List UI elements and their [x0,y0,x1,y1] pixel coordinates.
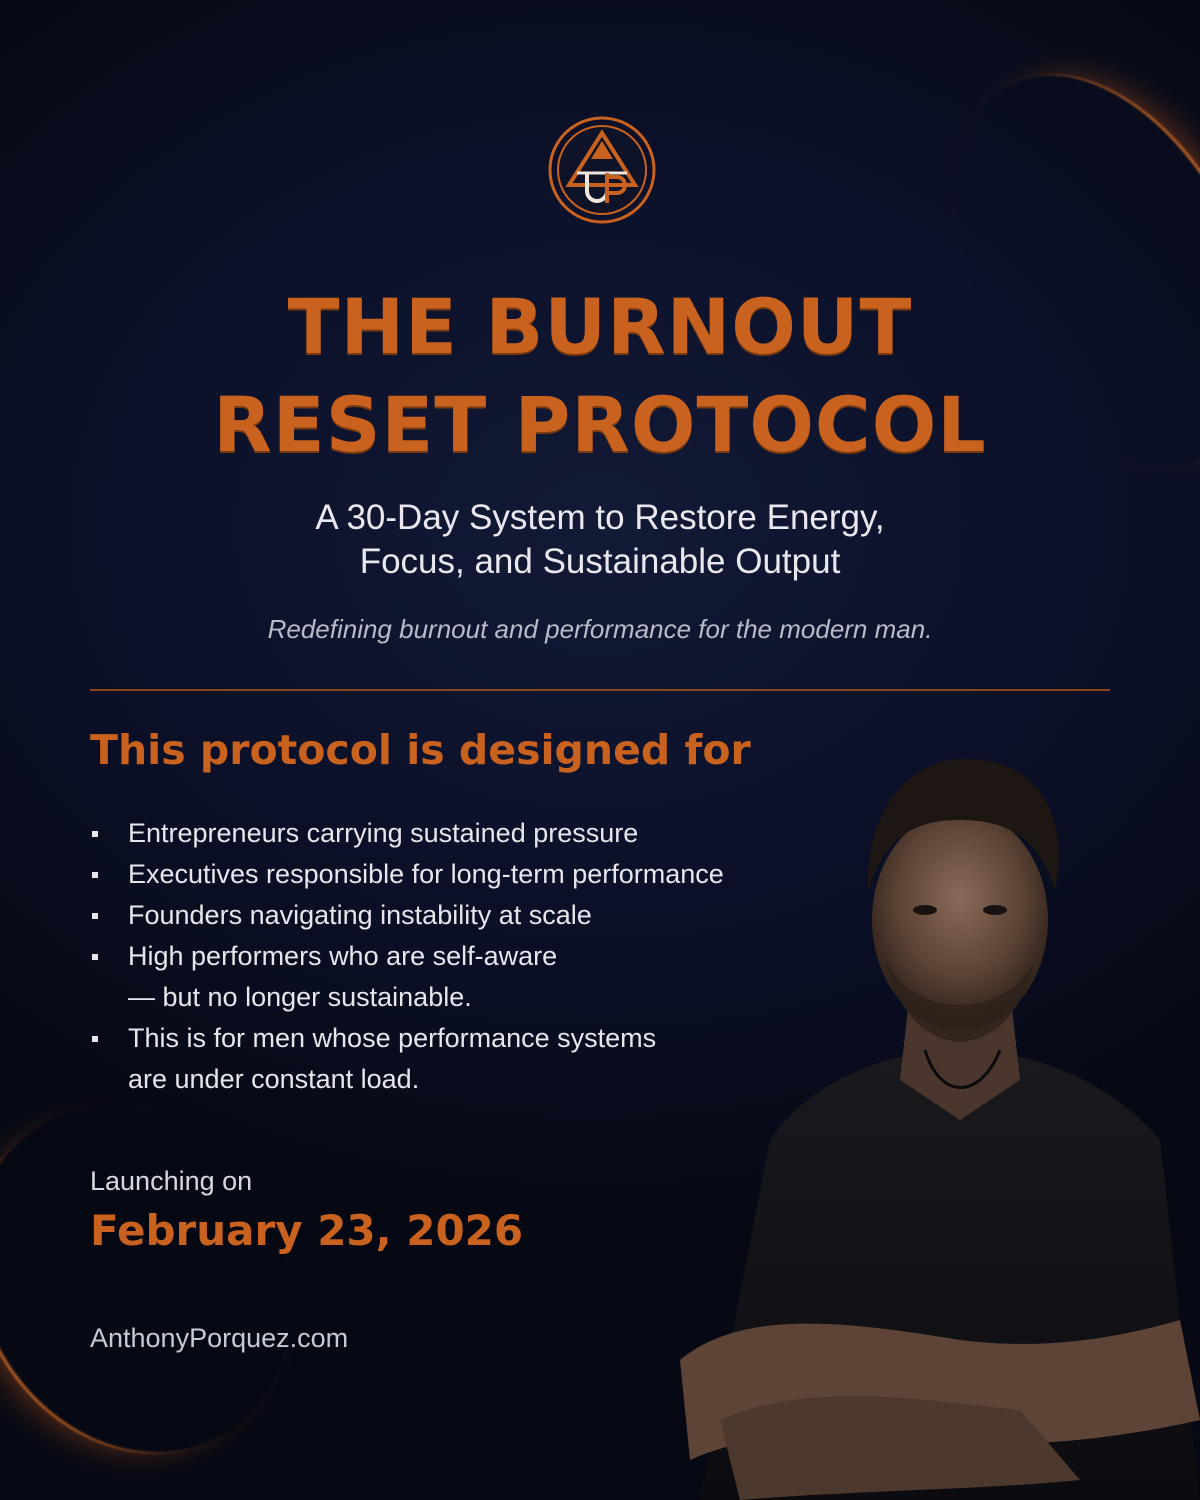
list-item [90,813,724,854]
list-item-text: Founders navigating instability at scale [128,900,592,930]
audience-list [90,813,724,1100]
bullet-icon [92,831,98,837]
man-portrait-image [660,720,1200,1500]
audience-heading: This protocol is designed for [90,726,751,774]
list-item-text: This is for men whose performance systems [128,1023,657,1053]
bullet-icon [92,1036,98,1042]
title-line-1: THE BURNOUT [287,282,913,371]
orange-glow-arc-bottom-left [0,1048,353,1500]
launch-date: February 23, 2026 [90,1206,524,1255]
launch-label: Launching on [90,1166,253,1196]
bullet-icon [92,872,98,878]
subtitle-line-2: Focus, and Sustainable Output [359,542,841,581]
subtitle-line-1: A 30-Day System to Restore Energy, [315,498,885,537]
subtitle [0,496,1200,584]
list-item-text: High performers who are self-aware [128,941,558,971]
list-item-text-continued: — but no longer sustainable. [128,982,472,1012]
divider [90,689,1110,691]
bullet-icon [92,954,98,960]
title-line-2: RESET PROTOCOL [213,380,987,469]
list-item [90,1018,724,1100]
list-item [90,854,724,895]
list-item-text-continued: are under constant load. [128,1064,420,1094]
website-link[interactable]: AnthonyPorquez.com [90,1323,349,1353]
tagline: Redefining burnout and performance for the modern man. [267,614,933,644]
ap-pyramid-logo-icon [547,115,657,225]
list-item-text: Entrepreneurs carrying sustained pressure [128,818,639,848]
list-item [90,936,724,1018]
poster-title [0,278,1200,474]
bullet-icon [92,913,98,919]
list-item [90,895,724,936]
list-item-text: Executives responsible for long-term performance [128,859,724,889]
